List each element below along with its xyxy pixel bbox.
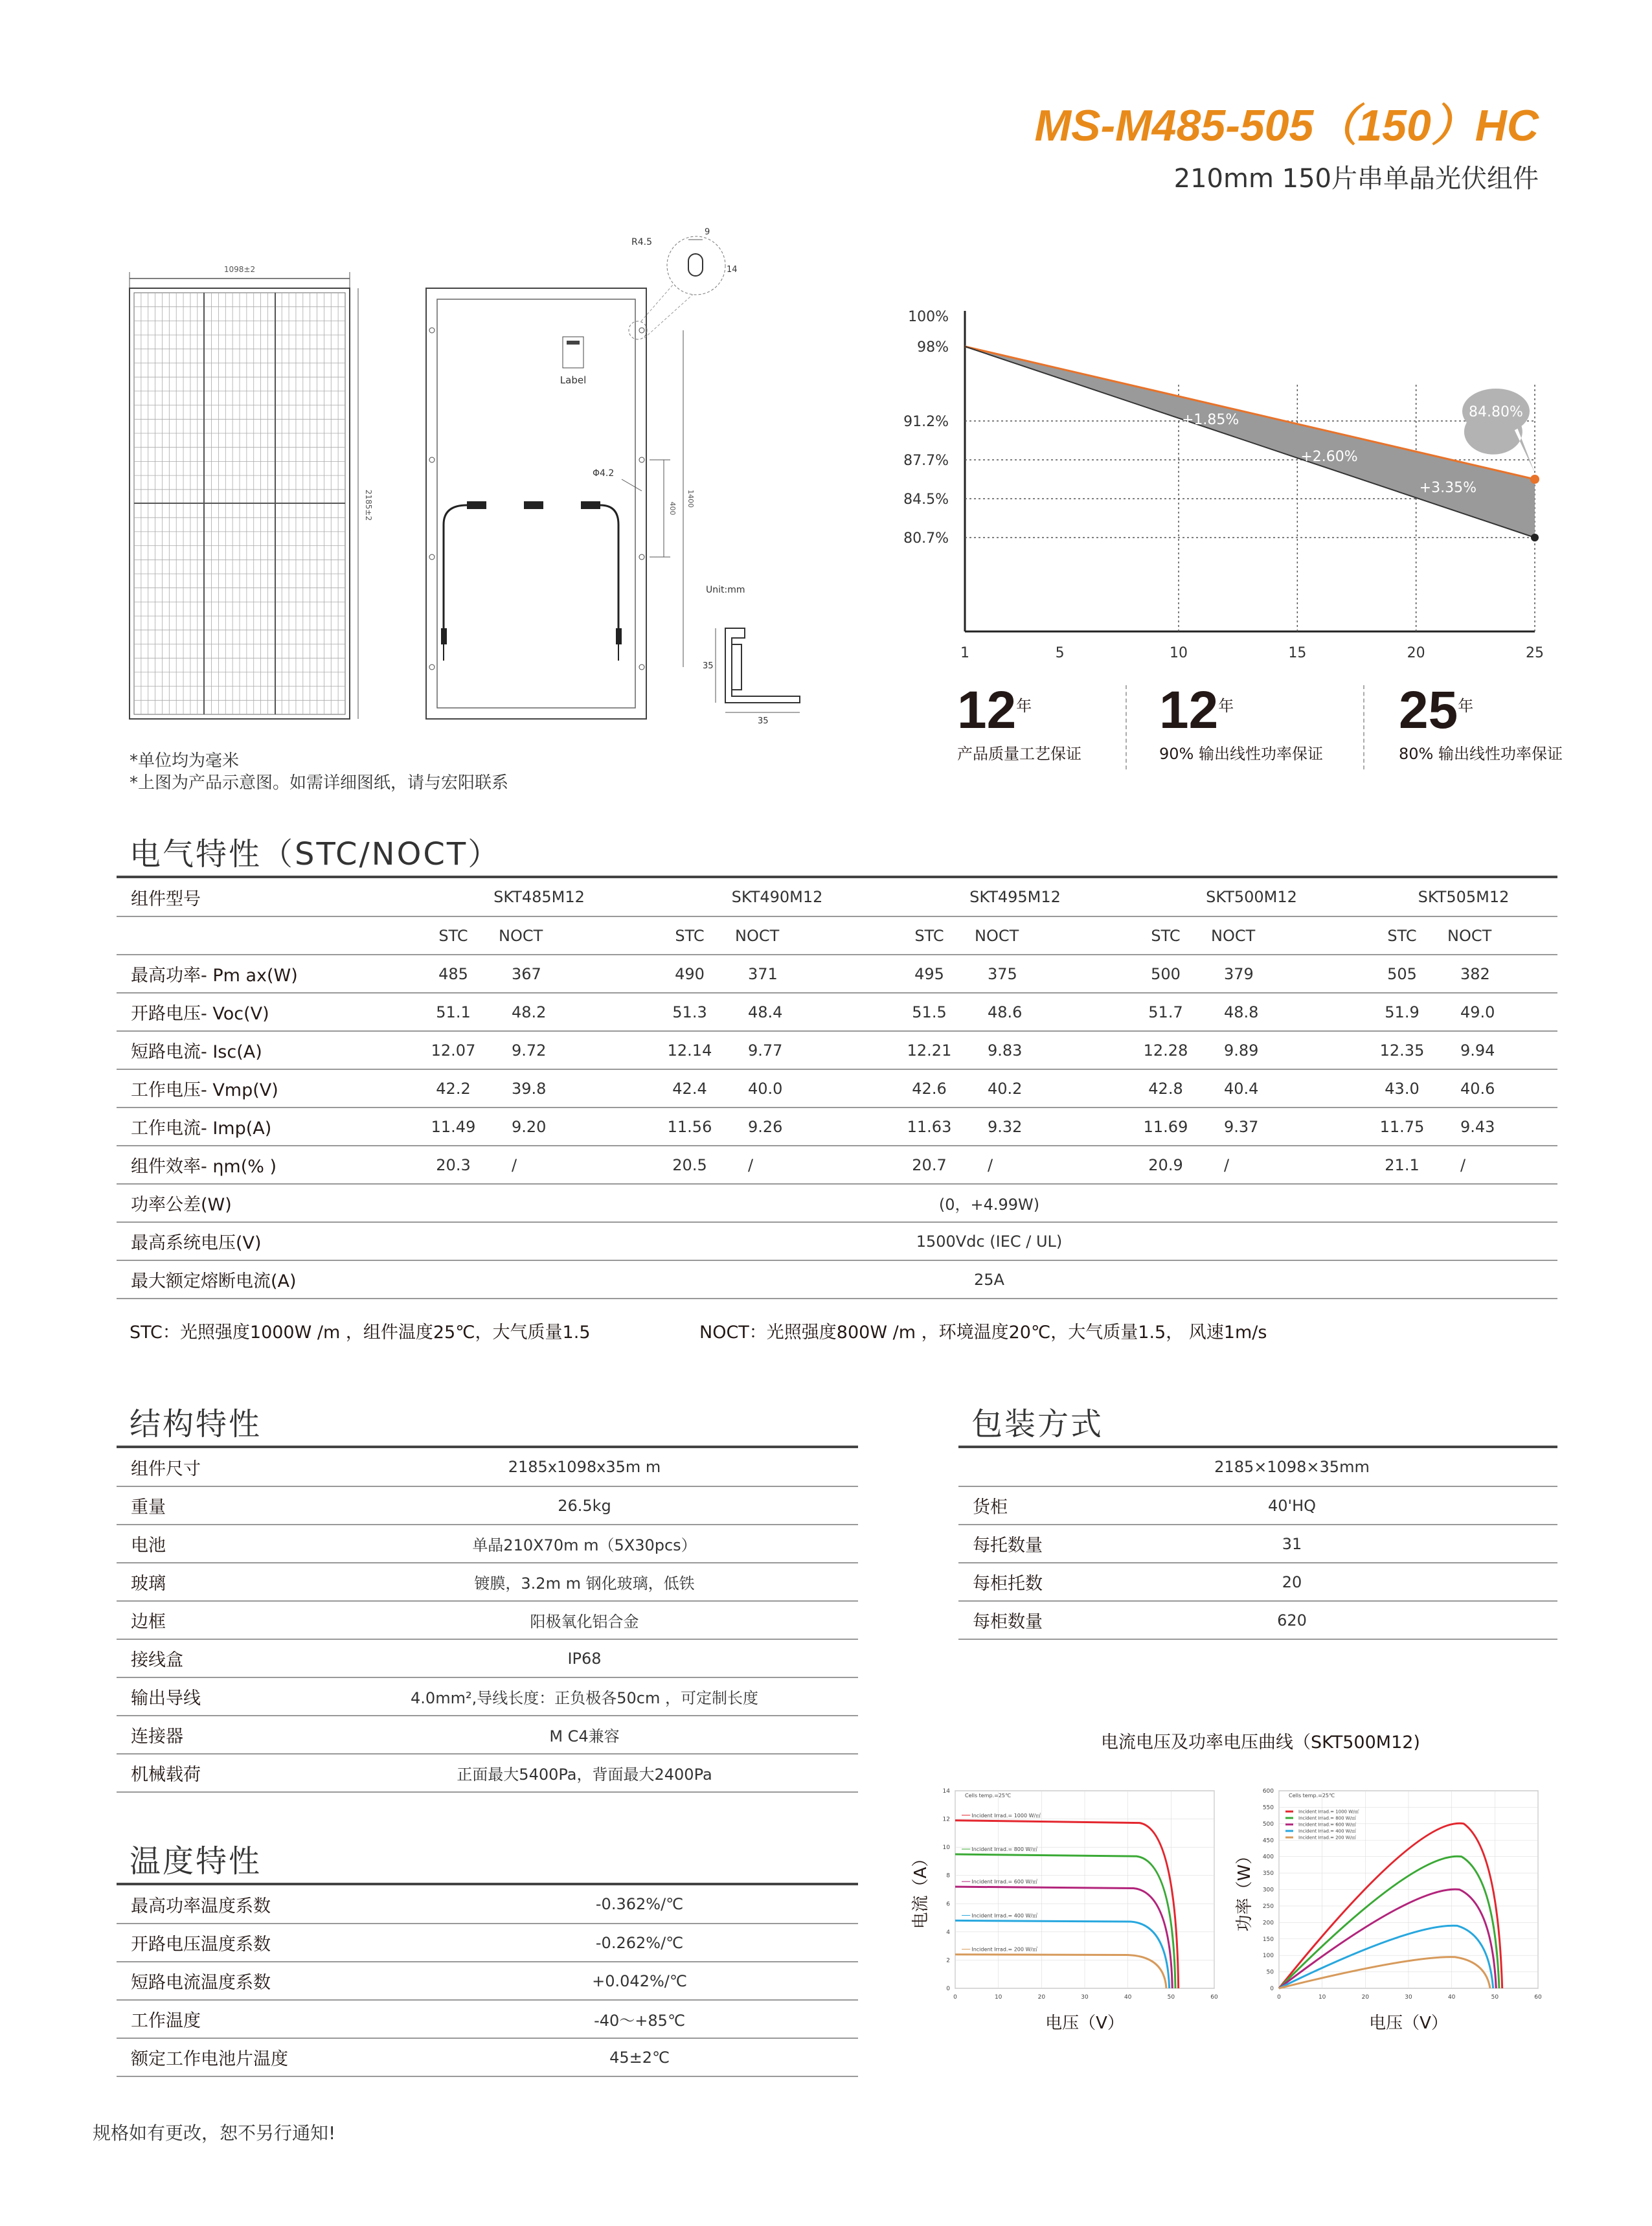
y-tick-label: 91.2% [903, 414, 949, 430]
bubble-label: 84.80% [1469, 404, 1523, 420]
frame-section [703, 585, 800, 726]
warranty-80: 25年 80% 输出线性功率保证 [1399, 681, 1563, 763]
panel-back-view [426, 288, 695, 719]
footer-note: 规格如有更改，恕不另行通知! [93, 2122, 336, 2144]
x-tick-label: 0 [1277, 1994, 1281, 2001]
irradiance-label: Incident Irrad.= 600 W/㎡ [1298, 1822, 1357, 1828]
irradiance-label: Incident Irrad.= 800 W/㎡ [971, 1846, 1038, 1853]
structure-heading: 结构特性 [130, 1406, 262, 1442]
x-tick-label: 50 [1167, 1994, 1175, 2001]
svg-text:35: 35 [703, 661, 714, 671]
svg-text:9: 9 [705, 227, 710, 237]
y-tick-label: 200 [1262, 1920, 1274, 1927]
gap-annotation: +2.60% [1300, 449, 1358, 465]
table-row: 每托数量 31 [958, 1525, 1557, 1563]
table-row: 短路电流- Isc(A) 12.07 9.72 12.14 9.77 12.21 9.83 12.28 9.89 12.35 9.94 [117, 1031, 1557, 1069]
svg-text:Unit:mm: Unit:mm [706, 585, 745, 595]
x-tick-label: 40 [1447, 1994, 1456, 2001]
x-tick-label: 0 [953, 1994, 957, 2001]
x-tick-label: 60 [1534, 1994, 1542, 2001]
table-row: 连接器 M C4兼容 [117, 1716, 858, 1754]
y-axis-label: 电流（A） [911, 1850, 931, 1929]
x-tick-label: 40 [1124, 1994, 1132, 2001]
warranty-90: 12年 90% 输出线性功率保证 [1159, 681, 1323, 763]
cells-temp: Cells temp.=25℃ [965, 1793, 1012, 1799]
irradiance-label: Incident Irrad.= 1000 W/㎡ [971, 1812, 1041, 1819]
x-tick-label: 10 [1318, 1994, 1326, 2001]
table-row: 组件效率- ηm(% ) 20.3 / 20.5 / 20.7 / 20.9 / 21.1 / [117, 1146, 1557, 1184]
x-tick-label: 25 [1526, 645, 1544, 661]
y-tick-label: 50 [1266, 1969, 1274, 1976]
x-tick-label: 1 [960, 645, 969, 661]
x-tick-label: 60 [1210, 1994, 1218, 2001]
y-tick-label: 600 [1262, 1788, 1274, 1795]
y-tick-label: 500 [1262, 1821, 1274, 1828]
y-tick-label: 350 [1262, 1870, 1274, 1878]
x-tick-label: 20 [1037, 1994, 1046, 2001]
y-tick-label: 100 [1262, 1953, 1274, 1960]
y-tick-label: 98% [917, 339, 949, 356]
y-tick-label: 14 [942, 1788, 950, 1795]
product-subtitle: 210mm 150片串单晶光伏组件 [1173, 164, 1539, 194]
table-row: 货柜 40'HQ [958, 1486, 1557, 1525]
stc-note: STC：光照强度1000W /m ，组件温度25℃，大气质量1.5 [130, 1323, 591, 1343]
x-axis-label: 电压（V） [1369, 2014, 1448, 2033]
table-row: 额定工作电池片温度 45±2℃ [117, 2038, 858, 2076]
y-tick-label: 84.5% [903, 492, 949, 508]
iv-title: 电流电压及功率电压曲线（SKT500M12) [1101, 1732, 1420, 1753]
y-tick-label: 80.7% [903, 530, 949, 547]
x-tick-label: 10 [1170, 645, 1188, 661]
table-row: 最高系统电压(V) 1500Vdc (IEC / UL) [117, 1222, 1557, 1260]
table-row: 最高功率- Pm ax(W) 485 367 490 371 495 375 500 379 505 382 [117, 955, 1557, 993]
irradiance-label: Incident Irrad.= 400 W/㎡ [1298, 1828, 1357, 1834]
irradiance-label: Incident Irrad.= 200 W/㎡ [1298, 1835, 1357, 1841]
y-tick-label: 0 [1270, 1986, 1274, 1992]
table-row: 边框 阳极氧化铝合金 [117, 1601, 858, 1639]
y-tick-label: 8 [946, 1872, 950, 1880]
irradiance-label: Incident Irrad.= 400 W/㎡ [971, 1913, 1038, 1919]
warranty-line [965, 346, 1535, 479]
irradiance-label: Incident Irrad.= 800 W/㎡ [1298, 1815, 1357, 1821]
iv-chart [911, 1788, 1218, 2033]
end-point-lower [1531, 534, 1539, 541]
cells-temp: Cells temp.=25℃ [1289, 1793, 1335, 1799]
drawing-note: *上图为产品示意图。如需详细图纸，请与宏阳联系 [130, 773, 509, 793]
unit-note: *单位均为毫米 [130, 751, 240, 771]
temperature-heading: 温度特性 [130, 1843, 262, 1880]
panel-front-view [130, 265, 373, 719]
y-tick-label: 12 [942, 1816, 950, 1823]
y-tick-label: 300 [1262, 1887, 1274, 1894]
table-row: 重量 26.5kg [117, 1486, 858, 1525]
table-row: 2185×1098×35mm [958, 1448, 1557, 1486]
svg-text:14: 14 [727, 265, 738, 275]
table-row: 最大额定熔断电流(A) 25A [117, 1260, 1557, 1299]
x-axis-label: 电压（V） [1045, 2014, 1124, 2033]
table-row: 开路电压- Voc(V) 51.1 48.2 51.3 48.4 51.5 48.6 51.7 48.8 51.9 49.0 [117, 993, 1557, 1031]
table-row: 工作电压- Vmp(V) 42.2 39.8 42.4 40.0 42.6 40.2 42.8 40.4 43.0 40.6 [117, 1069, 1557, 1107]
y-tick-label: 450 [1262, 1837, 1274, 1845]
mechanical-drawing [120, 214, 845, 732]
svg-text:R4.5: R4.5 [631, 237, 652, 247]
x-tick-label: 15 [1288, 645, 1307, 661]
x-tick-label: 20 [1407, 645, 1425, 661]
table-row: 功率公差(W) (0，+4.99W) [117, 1184, 1557, 1222]
irradiance-label: Incident Irrad.= 600 W/㎡ [971, 1879, 1038, 1885]
y-tick-label: 4 [946, 1929, 950, 1936]
table-row: 电池 单晶210X70m m（5X30pcs） [117, 1525, 858, 1563]
x-tick-label: 5 [1055, 645, 1065, 661]
warranty-chart [887, 298, 1567, 674]
table-row: 每柜数量 620 [958, 1601, 1557, 1639]
table-row: 组件型号 SKT485M12 SKT490M12 SKT495M12 SKT500M12 SKT505M12 [117, 878, 1557, 916]
iv-charts [911, 1768, 1574, 2040]
gap-annotation: +1.85% [1182, 412, 1239, 428]
width-dim: 1098±2 [223, 265, 256, 274]
svg-text:Φ4.2: Φ4.2 [593, 468, 615, 479]
temperature-table [117, 1885, 858, 2077]
linear-line [965, 346, 1535, 538]
y-tick-label: 400 [1262, 1854, 1274, 1861]
packing-heading: 包装方式 [971, 1406, 1104, 1442]
table-row: 短路电流温度系数 +0.042%/℃ [117, 1962, 858, 2000]
electrical-heading: 电气特性（STC/NOCT） [130, 836, 501, 872]
product-title: MS-M485-505（150）HC [1034, 101, 1539, 150]
x-tick-label: 30 [1081, 1994, 1089, 2001]
y-tick-label: 87.7% [903, 453, 949, 469]
warranty-product: 12年 产品质量工艺保证 [957, 681, 1081, 763]
y-tick-label: 150 [1262, 1936, 1274, 1943]
y-tick-label: 10 [942, 1845, 950, 1852]
table-row: 每柜托数 20 [958, 1563, 1557, 1601]
y-tick-label: 250 [1262, 1903, 1274, 1910]
table-row: 最高功率温度系数 -0.362%/℃ [117, 1885, 858, 1924]
structure-table [117, 1448, 858, 1793]
svg-text:1400: 1400 [686, 490, 695, 508]
table-row: 组件尺寸 2185x1098x35m m [117, 1448, 858, 1486]
table-row: STC NOCT STC NOCT STC NOCT STC NOCT STC NOCT [117, 916, 1557, 955]
noct-note: NOCT：光照强度800W /m ，环境温度20℃，大气质量1.5， 风速1m/s [699, 1323, 1267, 1343]
table-row: 输出导线 4.0mm²,导线长度：正负极各50cm ，可定制长度 [117, 1677, 858, 1716]
y-axis-label: 功率（W） [1235, 1847, 1254, 1932]
packing-table [958, 1448, 1557, 1640]
svg-text:35: 35 [758, 716, 769, 726]
svg-text:400: 400 [668, 501, 677, 516]
y-tick-label: 2 [946, 1957, 950, 1964]
x-tick-label: 10 [994, 1994, 1002, 2001]
pv-chart [1235, 1788, 1542, 2033]
x-tick-label: 20 [1361, 1994, 1370, 2001]
table-row: 机械载荷 正面最大5400Pa，背面最大2400Pa [117, 1754, 858, 1792]
y-tick-label: 100% [908, 309, 949, 325]
table-row: 工作电流- Imp(A) 11.49 9.20 11.56 9.26 11.63 9.32 11.69 9.37 11.75 9.43 [117, 1107, 1557, 1146]
electrical-table [117, 878, 1557, 1299]
table-row: 工作温度 -40～+85℃ [117, 2000, 858, 2038]
gap-annotation: +3.35% [1419, 480, 1477, 496]
end-point-upper [1530, 475, 1539, 484]
table-row: 玻璃 镀膜，3.2m m 钢化玻璃，低铁 [117, 1563, 858, 1601]
table-row: 接线盒 IP68 [117, 1639, 858, 1677]
irradiance-label: Incident Irrad.= 1000 W/㎡ [1298, 1809, 1359, 1815]
table-row: 开路电压温度系数 -0.262%/℃ [117, 1924, 858, 1962]
x-tick-label: 30 [1405, 1994, 1412, 2001]
y-tick-label: 550 [1262, 1804, 1274, 1811]
y-tick-label: 6 [946, 1901, 950, 1908]
label-text: Label [560, 374, 587, 386]
x-tick-label: 50 [1491, 1994, 1499, 2001]
height-dim: 2185±2 [364, 489, 373, 521]
y-tick-label: 0 [946, 1986, 950, 1992]
irradiance-label: Incident Irrad.= 200 W/㎡ [971, 1946, 1038, 1953]
